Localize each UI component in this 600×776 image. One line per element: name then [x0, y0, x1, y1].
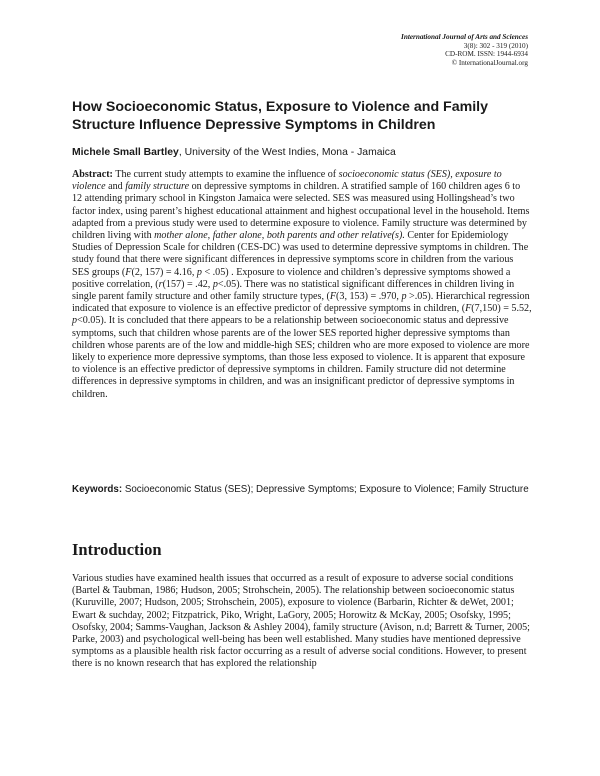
journal-name: International Journal of Arts and Sciences: [401, 33, 528, 41]
abstract-text: (157) = .42,: [162, 278, 213, 290]
abstract-italic: family structure: [125, 181, 190, 193]
abstract-italic: socioeconomic status (SES), exposure to violence: [72, 169, 502, 193]
abstract-text: (3, 153) = .970,: [336, 291, 402, 303]
abstract-text: Center for Epidemiology Studies of Depression Scale for children (CES-DC) was used to determine depressive symptoms in children. The study found that there were significant differences in depressive symptoms score in children from the various SES groups (: [72, 230, 529, 278]
abstract-italic: p: [196, 266, 202, 278]
section-heading-introduction: Introduction: [72, 540, 162, 559]
abstract-text: < .05) . Exposure to violence and children’s depressive symptoms showed a positive correlation, (: [72, 266, 511, 290]
abstract: [72, 169, 532, 401]
copyright: © InternationalJournal.org: [451, 58, 528, 67]
abstract-text: (2, 157) = 4.16,: [131, 266, 197, 278]
author-affiliation: , University of the West Indies, Mona - Jamaica: [178, 147, 396, 158]
author-line: [72, 146, 532, 159]
abstract-italic: p: [212, 278, 218, 290]
journal-header: [308, 33, 528, 67]
introduction-paragraph: Various studies have examined health issues that occurred as a result of exposure to adverse social conditions (Bartel & Taubman, 1986; Hudson, 2005; Strohschein, 2005). The relationship between socioeconomic status (Kuruville, 2007; Hudson, 2005; Strohschein, 2005), exposure to violence (Barbarin, Richter & deWet, 2001; Ewart & suchday, 2002; Fitzpatrick, Piko, Wright, LaGory, 2005; Horowitz & McKay, 2005; Osofsky, 1995; Osofsky, 2004; Samms-Vaughan, Jackson & Ashley 2004), family structure (Avison, n.d; Barrett & Turner, 2005; Parke, 2003) and psychological well-being has been well established. Many studies have mentioned depressive symptoms as a plausible health risk factor occurring as a result of adverse social conditions. However, to present there is no known research that has explored the relationship: [72, 573, 530, 670]
volume-pages: 3(8): 302 - 319 (2010): [463, 41, 528, 50]
keywords: [72, 484, 532, 497]
abstract-text: <0.05). It is concluded that there appears to be a relationship between socioeconomic status and depressive symptoms, such that children whose parents are of the lower SES reported higher depressive symptoms than children whose parents are of the low and middle-high SES; children who are more exposed to violence are more likely to experience more depressive symptoms, than those less exposed to violence. It is apparent that exposure to violence is an effective predictor of depressive symptoms in children. Family structure did not determine differences in depressive symptoms in children, and was an insignificant predictor of depressive symptoms in children.: [72, 315, 530, 400]
keywords-text: Socioeconomic Status (SES); Depressive Symptoms; Exposure to Violence; Family Structure: [122, 484, 529, 495]
abstract-text: on depressive symptoms in children. A stratified sample of 160 children ages 6 to 12 attending primary school in Kingston Jamaica were selected. SES was measured using Hollingshead’s two factor index, using parent’s highest educational attainment and highest occupational level in the household. Items adapted from a previous study were used to determine exposure to violence. Family structure was determined by children living with: [72, 181, 530, 242]
paper-title: How Socioeconomic Status, Exposure to Violence and Family Structure Influence Depressive Symptoms in Children: [72, 99, 489, 133]
abstract-italic: p: [401, 291, 407, 303]
abstract-italic: mother alone, father alone, both parents and other relative(s).: [154, 230, 405, 242]
abstract-text: The current study attempts to examine the influence of: [112, 169, 339, 180]
abstract-text: (7,150) = 5.52,: [471, 303, 532, 315]
author-name: Michele Small Bartley: [72, 147, 179, 158]
abstract-text: and: [105, 181, 126, 193]
abstract-italic: F: [465, 303, 472, 315]
abstract-italic: F: [329, 291, 337, 303]
abstract-label: Abstract:: [72, 169, 113, 180]
abstract-text: <.05). There was no statistical significant differences in children living in single parent family structure and other family structure types, (: [72, 278, 515, 303]
abstract-italic: r: [158, 278, 163, 290]
abstract-italic: p: [72, 315, 78, 327]
keywords-label: Keywords:: [72, 484, 123, 495]
abstract-italic: F: [125, 266, 132, 278]
abstract-text: >.05). Hierarchical regression indicated that exposure to violence is an effective predictor of depressive symptoms in children, (: [72, 291, 530, 315]
issn: CD-ROM. ISSN: 1944-6934: [445, 50, 528, 59]
